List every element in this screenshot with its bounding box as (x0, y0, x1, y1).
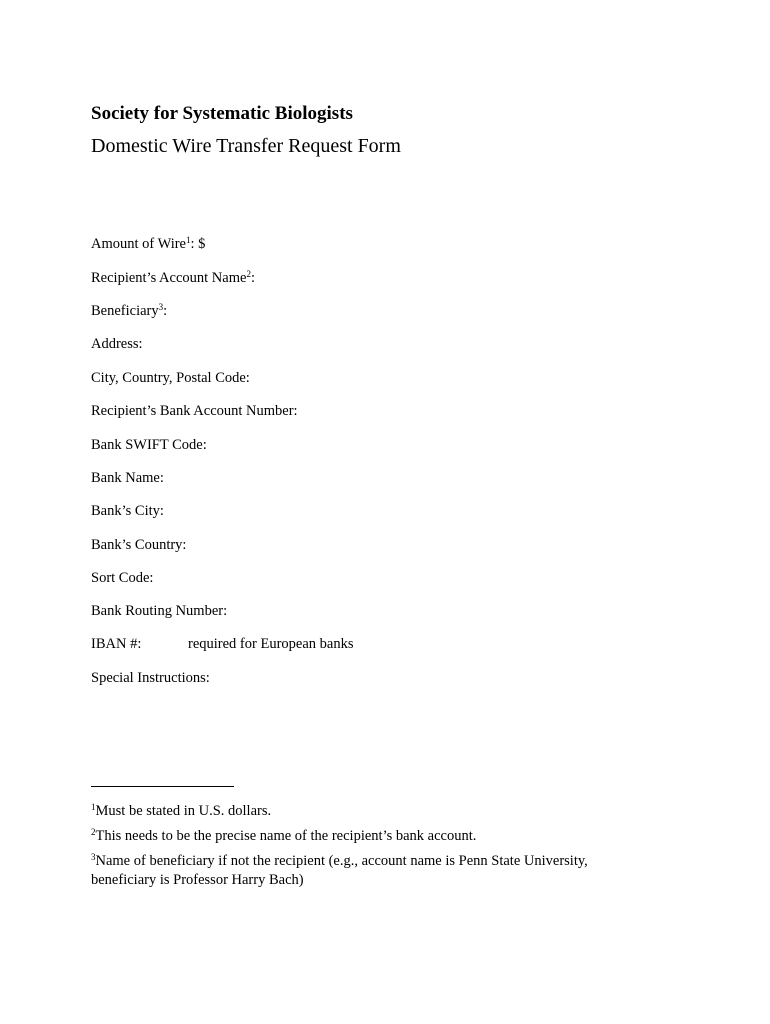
field-label: Recipient’s Bank Account Number: (91, 403, 298, 419)
field-bank-name (91, 468, 208, 488)
footnote-2 (91, 827, 651, 846)
field-label: Address: (91, 336, 143, 352)
field-label: Bank’s City: (91, 503, 164, 519)
field-label: Recipient’s Account Name (91, 270, 247, 286)
footnote-mark: 2 (91, 827, 96, 837)
field-iban (91, 634, 141, 654)
field-label-suffix: : $ (190, 236, 206, 252)
footnote-mark: 3 (158, 302, 164, 312)
field-label: Bank SWIFT Code: (91, 437, 207, 453)
field-label: Special Instructions: (91, 670, 210, 686)
field-label: IBAN #: (91, 636, 142, 652)
footnote-mark: 1 (186, 235, 191, 245)
field-recipient-account-name (91, 268, 299, 288)
field-label: Bank’s Country: (91, 537, 187, 553)
field-label: City, Country, Postal Code: (91, 370, 250, 386)
footnote-mark: 3 (91, 852, 96, 862)
field-special-instructions (91, 668, 253, 688)
footnote-text: Must be stated in U.S. dollars. (95, 803, 272, 819)
field-bank-swift-code (91, 435, 250, 455)
iban-note-text: required for European banks (188, 636, 354, 652)
field-amount-of-wire (91, 234, 249, 254)
footnote-mark: 2 (246, 269, 251, 279)
field-bank-routing-number (91, 601, 271, 621)
footnote-mark: 1 (91, 802, 96, 812)
footnote-separator (91, 786, 234, 787)
footnote-text: Name of beneficiary if not the recipient (e.g., account name is Penn State University, beneficiary is Professor Harry Bach) (91, 853, 588, 888)
iban-requirement-note (188, 634, 353, 654)
field-label: Amount of Wire (91, 236, 186, 252)
footnote-1 (91, 802, 651, 821)
field-city-country-postal-code (91, 368, 293, 388)
field-label: Sort Code: (91, 570, 154, 586)
form-title: Domestic Wire Transfer Request Form (91, 135, 401, 157)
field-label: Bank Routing Number: (91, 603, 228, 619)
field-label-suffix: : (250, 270, 255, 286)
organization-title: Society for Systematic Biologists (91, 103, 353, 124)
field-beneficiary (91, 301, 211, 321)
footnote-3 (91, 852, 651, 890)
field-label-suffix: : (163, 303, 168, 319)
field-bank-country (91, 535, 230, 555)
field-label: Beneficiary (91, 303, 159, 319)
field-recipient-bank-account-number (91, 401, 341, 421)
footnote-text: This needs to be the precise name of the recipient’s bank account. (95, 828, 477, 844)
field-address (91, 334, 186, 354)
field-label: Bank Name: (91, 470, 164, 486)
field-bank-city (91, 501, 208, 521)
field-sort-code (91, 568, 197, 588)
